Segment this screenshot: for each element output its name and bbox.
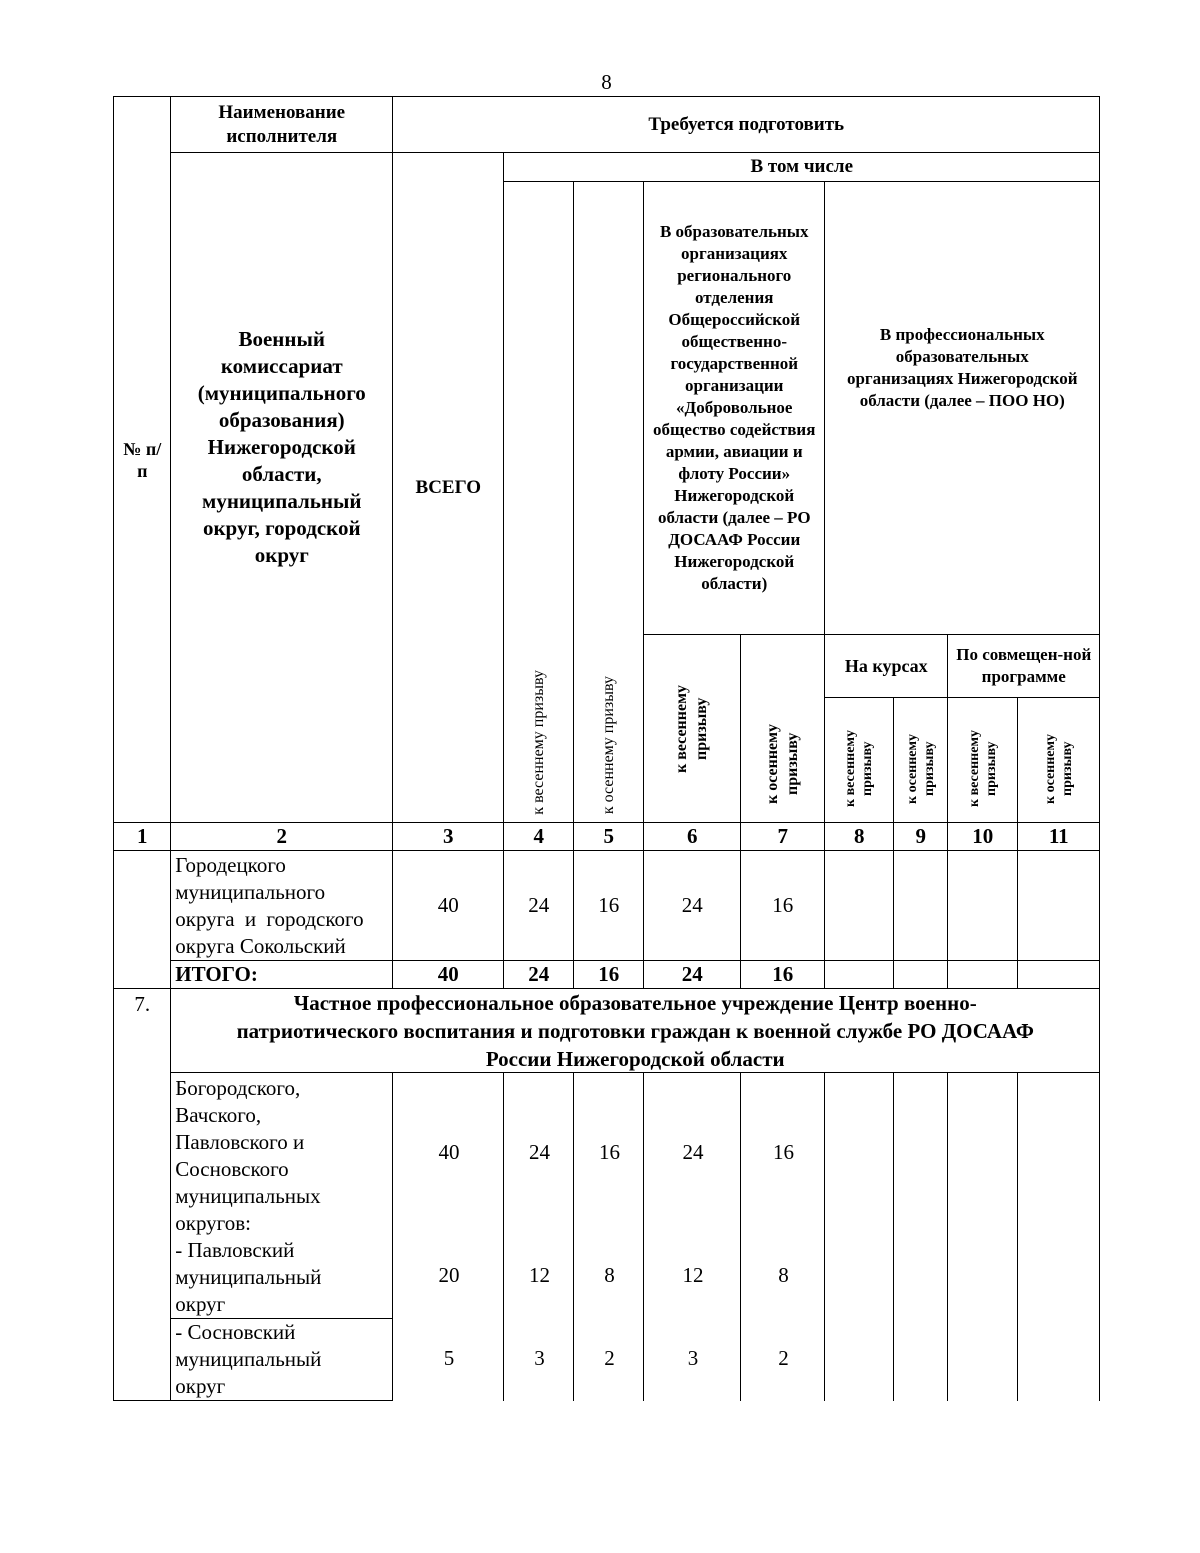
header-courses-spring-text: к весеннему призыву — [843, 730, 876, 808]
value-cell: 16 — [740, 850, 825, 961]
name-line: Сосновского — [175, 1157, 289, 1182]
header-including-text: В том числе — [750, 156, 854, 178]
column-number: 9 — [893, 822, 948, 851]
value-text: 16 — [773, 1140, 794, 1164]
row-name-text — [175, 852, 363, 960]
row-name — [170, 1318, 393, 1401]
value-text: 3 — [687, 1346, 699, 1370]
header-combined-spring-text: к весеннему призыву — [966, 730, 999, 808]
value-text: 8 — [604, 1263, 615, 1287]
name-line: Богородского, — [175, 1076, 301, 1101]
value-cell: 40 — [392, 850, 504, 961]
row-name-text — [175, 1237, 321, 1318]
total-value — [824, 960, 894, 989]
header-name-top — [170, 96, 393, 153]
row-name-text — [175, 1075, 320, 1237]
name-line: округов: — [175, 1211, 252, 1236]
header-poo-text: В профессиональных образовательных организациях Нижегородской области (далее – ПОО НО) — [846, 325, 1078, 411]
column-number: 8 — [824, 822, 894, 851]
header-dosaaf-autumn-text: к осеннему призыву — [763, 724, 801, 805]
row-name — [170, 1237, 393, 1319]
name-line: - Сосновский — [175, 1320, 296, 1345]
header-courses — [824, 634, 948, 698]
header-poo — [824, 181, 1100, 635]
header-required-text: Требуется подготовить — [648, 113, 845, 135]
value-cell — [824, 850, 894, 961]
num-cell — [113, 850, 171, 997]
column-number: 2 — [170, 822, 393, 851]
header-autumn-text: к осеннему призыву — [599, 676, 617, 815]
value-cell — [893, 1072, 948, 1401]
column-number: 10 — [947, 822, 1018, 851]
value-cell — [824, 1072, 894, 1401]
value-text: 12 — [529, 1263, 550, 1287]
total-value: 16 — [573, 960, 644, 989]
value-cell — [1017, 1072, 1100, 1401]
header-combined-text: По совмещен-ной программе — [956, 645, 1092, 687]
name-line: округа Сокольский — [175, 933, 346, 958]
header-name-top-text: Наименование исполнителя — [218, 101, 346, 147]
organization-title-text: Частное профессиональное образовательное учреждение Центр военно-патриотического воспитания и подготовки граждан к военной службе РО ДОСААФ России Нижегородской области — [236, 990, 1034, 1071]
total-value — [1017, 960, 1100, 989]
value-text: 24 — [529, 1140, 550, 1164]
header-autumn — [573, 181, 644, 823]
column-number: 3 — [392, 822, 504, 851]
name-line: муниципальных — [175, 1184, 321, 1209]
column-number: 11 — [1017, 822, 1100, 851]
name-line: округа и городского — [175, 906, 364, 931]
header-required — [392, 96, 1100, 153]
total-value — [947, 960, 1018, 989]
name-line: муниципальный — [175, 1265, 322, 1290]
column-number: 7 — [740, 822, 825, 851]
row-number — [113, 988, 171, 1401]
row-number-text: 7. — [134, 992, 151, 1017]
value-cell: 24 — [503, 850, 574, 961]
value-cell — [947, 1072, 1018, 1401]
total-value: 24 — [503, 960, 574, 989]
header-courses-autumn-text: к осеннему призыву — [904, 733, 937, 804]
column-number: 5 — [573, 822, 644, 851]
value-text: 20 — [438, 1263, 460, 1287]
row-name — [170, 1072, 393, 1238]
header-spring-text: к весеннему призыву — [529, 669, 547, 815]
header-courses-spring — [824, 697, 894, 823]
header-dosaaf-autumn — [740, 634, 825, 823]
value-cell: 16 — [573, 850, 644, 961]
header-dosaaf — [643, 181, 825, 635]
header-courses-autumn — [893, 697, 948, 823]
value-text: 12 — [682, 1263, 704, 1287]
header-name-main-text: Военный комиссариат (муниципального образования) Нижегородской области, муниципальный округ, городской округ — [197, 327, 366, 568]
value-text: 3 — [534, 1346, 545, 1370]
value-text: 5 — [443, 1346, 455, 1370]
value-cell — [1017, 850, 1100, 961]
header-spring — [503, 181, 574, 823]
name-line: - Павловский — [175, 1238, 295, 1263]
name-line: округ — [175, 1292, 226, 1317]
value-text: 2 — [604, 1346, 615, 1370]
row-name-text — [175, 1319, 321, 1400]
header-courses-text: На курсах — [844, 656, 928, 677]
page-number: 8 — [601, 70, 612, 94]
header-combined-spring — [947, 697, 1018, 823]
header-total — [392, 152, 504, 823]
value-text: 40 — [438, 1140, 460, 1164]
header-dosaaf-text: В образовательных организациях регионального отделения Общероссийской общественно-государственной организации «Добровольное общество содействия армии, авиации и флоту России» Нижегородской области (далее – РО ДОСААФ России Нижегородской области) — [653, 222, 816, 594]
name-line: муниципальный — [175, 1347, 322, 1372]
header-dosaaf-spring — [643, 634, 741, 823]
total-value: 24 — [643, 960, 741, 989]
name-line: муниципального — [175, 879, 326, 904]
name-line: Вачского, — [175, 1103, 262, 1128]
distribution-table — [114, 97, 1101, 1402]
column-number: 4 — [503, 822, 574, 851]
header-combined — [947, 634, 1100, 698]
name-line: Городецкого — [175, 852, 286, 877]
total-value — [893, 960, 948, 989]
header-combined-autumn — [1017, 697, 1100, 823]
row-name — [170, 850, 393, 961]
value-text: 24 — [682, 1140, 704, 1164]
total-value: 16 — [740, 960, 825, 989]
header-num-text: № п/п — [123, 438, 162, 481]
value-cell — [947, 850, 1018, 961]
total-label: ИТОГО: — [170, 960, 393, 989]
value-cell: 24 — [643, 850, 741, 961]
value-text: 2 — [778, 1346, 789, 1370]
header-combined-autumn-text: к осеннему призыву — [1042, 733, 1075, 804]
header-name-main — [170, 152, 393, 823]
header-total-text: ВСЕГО — [415, 476, 481, 498]
organization-title — [170, 988, 1100, 1073]
value-text: 8 — [778, 1263, 789, 1287]
header-dosaaf-spring-text: к весеннему призыву — [673, 684, 711, 773]
value-text: 16 — [599, 1140, 620, 1164]
column-number: 1 — [113, 822, 171, 851]
column-number: 6 — [643, 822, 741, 851]
name-line: Павловского и — [175, 1130, 305, 1155]
name-line: округ — [175, 1374, 226, 1399]
total-value: 40 — [392, 960, 504, 989]
header-including — [503, 152, 1100, 182]
value-cell — [893, 850, 948, 961]
header-num — [113, 96, 171, 823]
